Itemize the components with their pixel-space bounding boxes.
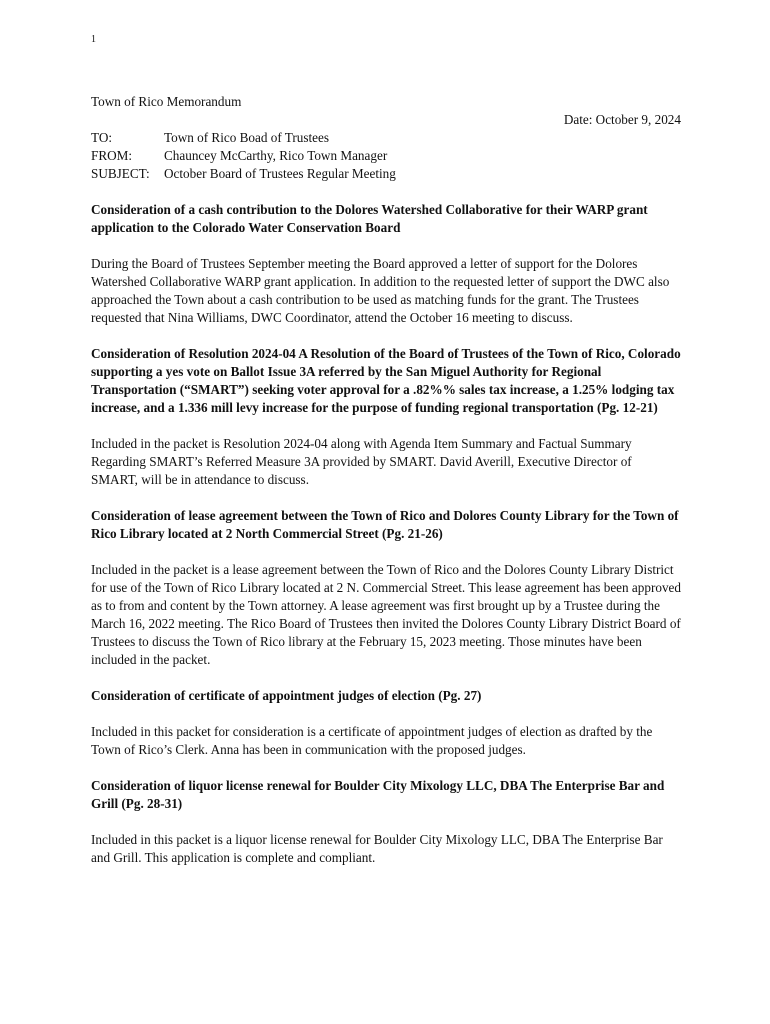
- section-body: During the Board of Trustees September meeting the Board approved a letter of support for the Dolores Watershed Collaborative WARP grant application. In addition to the requested letter of support the DWC also approached the Town about a cash contribution to be used as matching funds for the grant. The Trustees requested that Nina Williams, DWC Coordinator, attend the October 16 meeting to discuss.: [91, 256, 670, 325]
- from-value: Chauncey McCarthy, Rico Town Manager: [164, 148, 388, 163]
- page-number: 1: [91, 34, 96, 45]
- subject-value: October Board of Trustees Regular Meeting: [164, 166, 396, 181]
- subject-label: SUBJECT:: [91, 166, 150, 181]
- section-body: Included in this packet is a liquor license renewal for Boulder City Mixology LLC, DBA The Enterprise Bar and Grill. This application is complete and compliant.: [91, 832, 663, 865]
- section-dwc-contribution: [91, 201, 681, 327]
- section-resolution-2024-04: [91, 345, 681, 489]
- section-body: Included in the packet is Resolution 2024-04 along with Agenda Item Summary and Factual Summary Regarding SMART’s Referred Measure 3A provided by SMART. David Averill, Executive Director of SMART, will be in attendance to discuss.: [91, 436, 632, 487]
- subject-row: [91, 165, 681, 183]
- to-value: Town of Rico Boad of Trustees: [164, 130, 330, 145]
- section-liquor-license: [91, 777, 681, 867]
- section-heading: Consideration of liquor license renewal for Boulder City Mixology LLC, DBA The Enterprise Bar and Grill (Pg. 28-31): [91, 778, 665, 811]
- to-row: [91, 129, 681, 147]
- memo-date: Date: October 9, 2024: [563, 112, 681, 127]
- from-label: FROM:: [91, 148, 133, 163]
- memo-document: [91, 93, 681, 885]
- section-heading: Consideration of lease agreement between the Town of Rico and Dolores County Library for the Town of Rico Library located at 2 North Commercial Street (Pg. 21-26): [91, 508, 679, 541]
- section-library-lease: [91, 507, 681, 669]
- section-body: Included in this packet for consideration is a certificate of appointment judges of election as drafted by the Town of Rico’s Clerk. Anna has been in communication with the proposed judges.: [91, 724, 653, 757]
- section-body: Included in the packet is a lease agreement between the Town of Rico and the Dolores County Library District for use of the Town of Rico Library located at 2 N. Commercial Street. This lease agreement has been approved as to from and content by the Town attorney. A lease agreement was first brought up by a Trustee during the March 16, 2022 meeting. The Rico Board of Trustees then invited the Dolores County Library District Board of Trustees to discuss the Town of Rico library at the February 15, 2023 meeting. Those minutes have been included in the packet.: [91, 562, 681, 667]
- to-label: TO:: [91, 130, 113, 145]
- section-heading: Consideration of a cash contribution to the Dolores Watershed Collaborative for their WARP grant application to the Colorado Water Conservation Board: [91, 202, 648, 235]
- section-heading: Consideration of certificate of appointment judges of election (Pg. 27): [91, 688, 482, 703]
- memo-header: [91, 129, 681, 183]
- section-heading: Consideration of Resolution 2024-04 A Resolution of the Board of Trustees of the Town of Rico, Colorado supporting a yes vote on Ballot Issue 3A referred by the San Miguel Authority for Regional Transportation (“SMART”) seeking voter approval for a .82%% sales tax increase, a 1.25% lodging tax increase, and a 1.336 mill levy increase for the purpose of funding regional transportation (Pg. 12-21): [91, 346, 681, 415]
- memo-title: Town of Rico Memorandum: [91, 94, 242, 109]
- section-election-judges: [91, 687, 681, 759]
- from-row: [91, 147, 681, 165]
